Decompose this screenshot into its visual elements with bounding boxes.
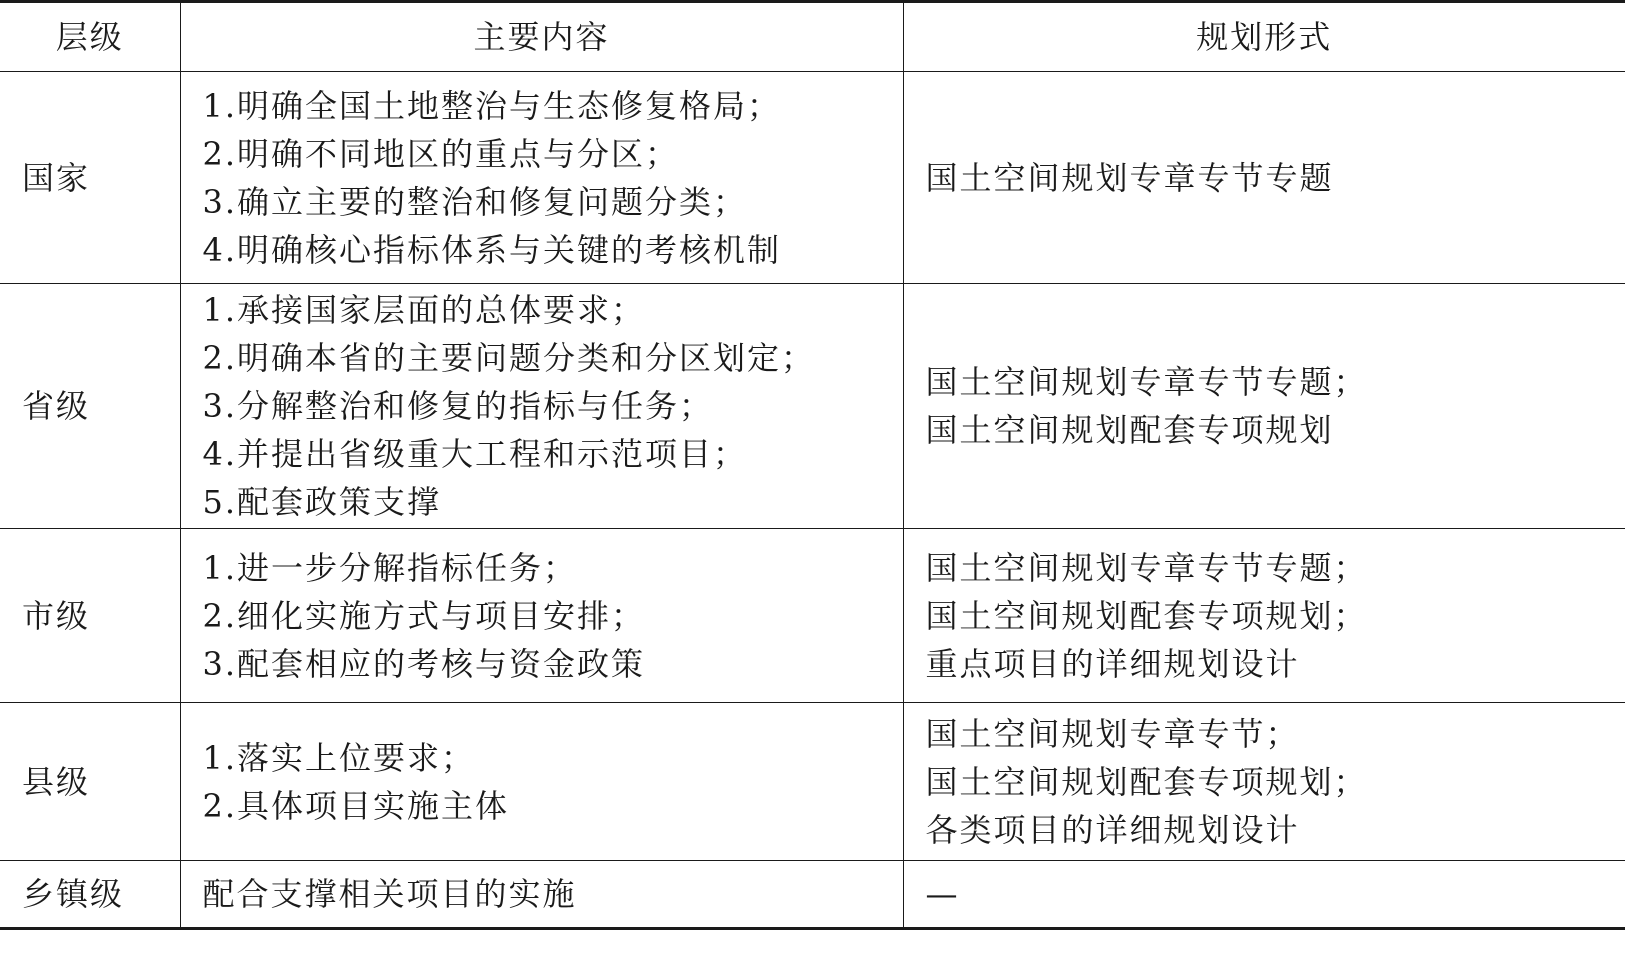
form-line: —: [925, 875, 960, 913]
form-line: 国土空间规划配套专项规划: [925, 411, 1334, 449]
form-line: 国土空间规划配套专项规划；: [925, 762, 1368, 801]
content-line: 4.明确核心指标体系与关键的考核机制: [202, 230, 782, 269]
content-line: 2.细化实施方式与项目安排；: [202, 596, 646, 635]
content-line: 3.分解整治和修复的指标与任务；: [202, 387, 714, 425]
form-line: 国土空间规划专章专节专题: [925, 158, 1334, 197]
form-line: 重点项目的详细规划设计: [925, 644, 1300, 683]
content-cell: [180, 529, 903, 703]
form-line: 国土空间规划专章专节专题；: [925, 548, 1368, 587]
header-content: 主要内容: [180, 2, 903, 72]
form-line: 国土空间规划专章专节专题；: [925, 363, 1368, 401]
level-cell: 县级: [0, 703, 180, 861]
form-cell: [903, 72, 1625, 284]
content-cell: [180, 861, 903, 929]
level-cell: 市级: [0, 529, 180, 703]
form-cell: [903, 284, 1625, 529]
content-line: 1.承接国家层面的总体要求；: [202, 291, 646, 329]
content-line: 5.配套政策支撑: [202, 483, 442, 521]
form-line: 国土空间规划配套专项规划；: [925, 596, 1368, 635]
form-line: 各类项目的详细规划设计: [925, 810, 1300, 849]
content-cell: [180, 284, 903, 529]
form-cell: [903, 703, 1625, 861]
content-line: 1.明确全国土地整治与生态修复格局；: [202, 86, 782, 125]
content-line: 2.明确不同地区的重点与分区；: [202, 134, 680, 173]
table-row-county: [0, 703, 1625, 861]
header-level: 层级: [0, 2, 180, 72]
content-line: 1.进一步分解指标任务；: [202, 548, 578, 587]
content-line: 4.并提出省级重大工程和示范项目；: [202, 435, 748, 473]
level-cell: 乡镇级: [0, 861, 180, 929]
content-line: 3.配套相应的考核与资金政策: [202, 644, 646, 683]
content-line: 3.确立主要的整治和修复问题分类；: [202, 182, 748, 221]
content-line: 1.落实上位要求；: [202, 738, 476, 777]
table-header-row: [0, 2, 1625, 72]
level-cell: 省级: [0, 284, 180, 529]
content-cell: [180, 72, 903, 284]
table-row-township: [0, 861, 1625, 929]
table-row-municipal: [0, 529, 1625, 703]
form-cell: [903, 529, 1625, 703]
content-cell: [180, 703, 903, 861]
content-line: 2.明确本省的主要问题分类和分区划定；: [202, 339, 816, 377]
table-row-national: [0, 72, 1625, 284]
content-line: 配合支撑相关项目的实施: [202, 875, 577, 913]
header-form: 规划形式: [903, 2, 1625, 72]
level-cell: 国家: [0, 72, 180, 284]
form-cell: [903, 861, 1625, 929]
content-line: 2.具体项目实施主体: [202, 786, 510, 825]
form-line: 国土空间规划专章专节；: [925, 714, 1300, 753]
table-row-provincial: [0, 284, 1625, 529]
